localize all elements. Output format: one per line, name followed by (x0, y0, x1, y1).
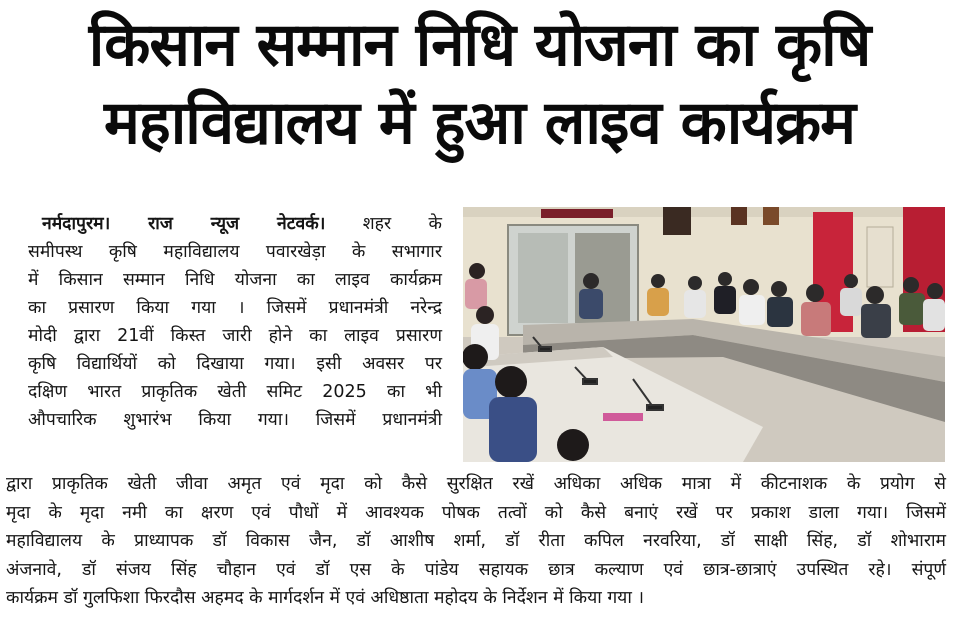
article-line: दक्षिण भारत प्राकृतिक खेती समिट 2025 का भी (28, 382, 442, 402)
article-line: महाविद्यालय के प्राध्यापक डॉ विकास जैन, डॉ आशीष शर्मा, डॉ रीता कपिल नरवरिया, डॉ साक्षी सिंह, डॉ शोभाराम (6, 531, 946, 551)
dateline: नर्मदापुरम। राज न्यूज नेटवर्क। (42, 214, 326, 234)
article-column (28, 210, 442, 434)
headline-line-1: किसान सम्मान निधि योजना का कृषि (88, 10, 871, 80)
article-line (28, 210, 442, 238)
article-line: औपचारिक शुभारंभ किया गया। जिसमें प्रधानमंत्री (28, 410, 442, 430)
meeting-photo-illustration (463, 207, 945, 462)
article-line: मृदा के मृदा नमी का क्षरण एवं पौधों में आवश्यक पोषक तत्वों को कैसे बनाएं रखें पर प्रकाश डाला गया। जिसमें (6, 502, 946, 523)
article-line: कृषि विद्यार्थियों को दिखाया गया। इसी अवसर पर (28, 354, 442, 374)
article-line: में किसान सम्मान निधि योजना का लाइव कार्यक्रम (28, 270, 442, 290)
headline-line-2: महाविद्यालय में हुआ लाइव कार्यक्रम (103, 88, 856, 158)
article-line: मोदी द्वारा 21वीं किस्त जारी होने का लाइव प्रसारण (28, 326, 442, 346)
news-photo (463, 207, 945, 462)
article-line: का प्रसारण किया गया । जिसमें प्रधानमंत्री नरेन्द्र (28, 298, 442, 318)
article-line-text: शहर के (362, 214, 442, 234)
headline (0, 6, 959, 162)
article-line: समीपस्थ कृषि महाविद्यालय पवारखेड़ा के सभागार (28, 242, 442, 262)
article-line: अंजनावे, डॉ संजय सिंह चौहान एवं डॉ एस के पांडेय सहायक छात्र कल्याण एवं छात्र-छात्राएं उपस्थित रहे। संपूर्ण (6, 559, 946, 580)
article-line: द्वारा प्राकृतिक खेती जीवा अमृत एवं मृदा को कैसे सुरक्षित रखें अधिका अधिक मात्रा में कीटनाशक के प्रयोग से (6, 474, 946, 494)
article-full-width (6, 470, 946, 613)
article-line: कार्यक्रम डॉ गुलफिशा फिरदौस अहमद के मार्गदर्शन में एवं अधिष्ठाता महोदय के निर्देशन में किया गया । (6, 588, 645, 608)
